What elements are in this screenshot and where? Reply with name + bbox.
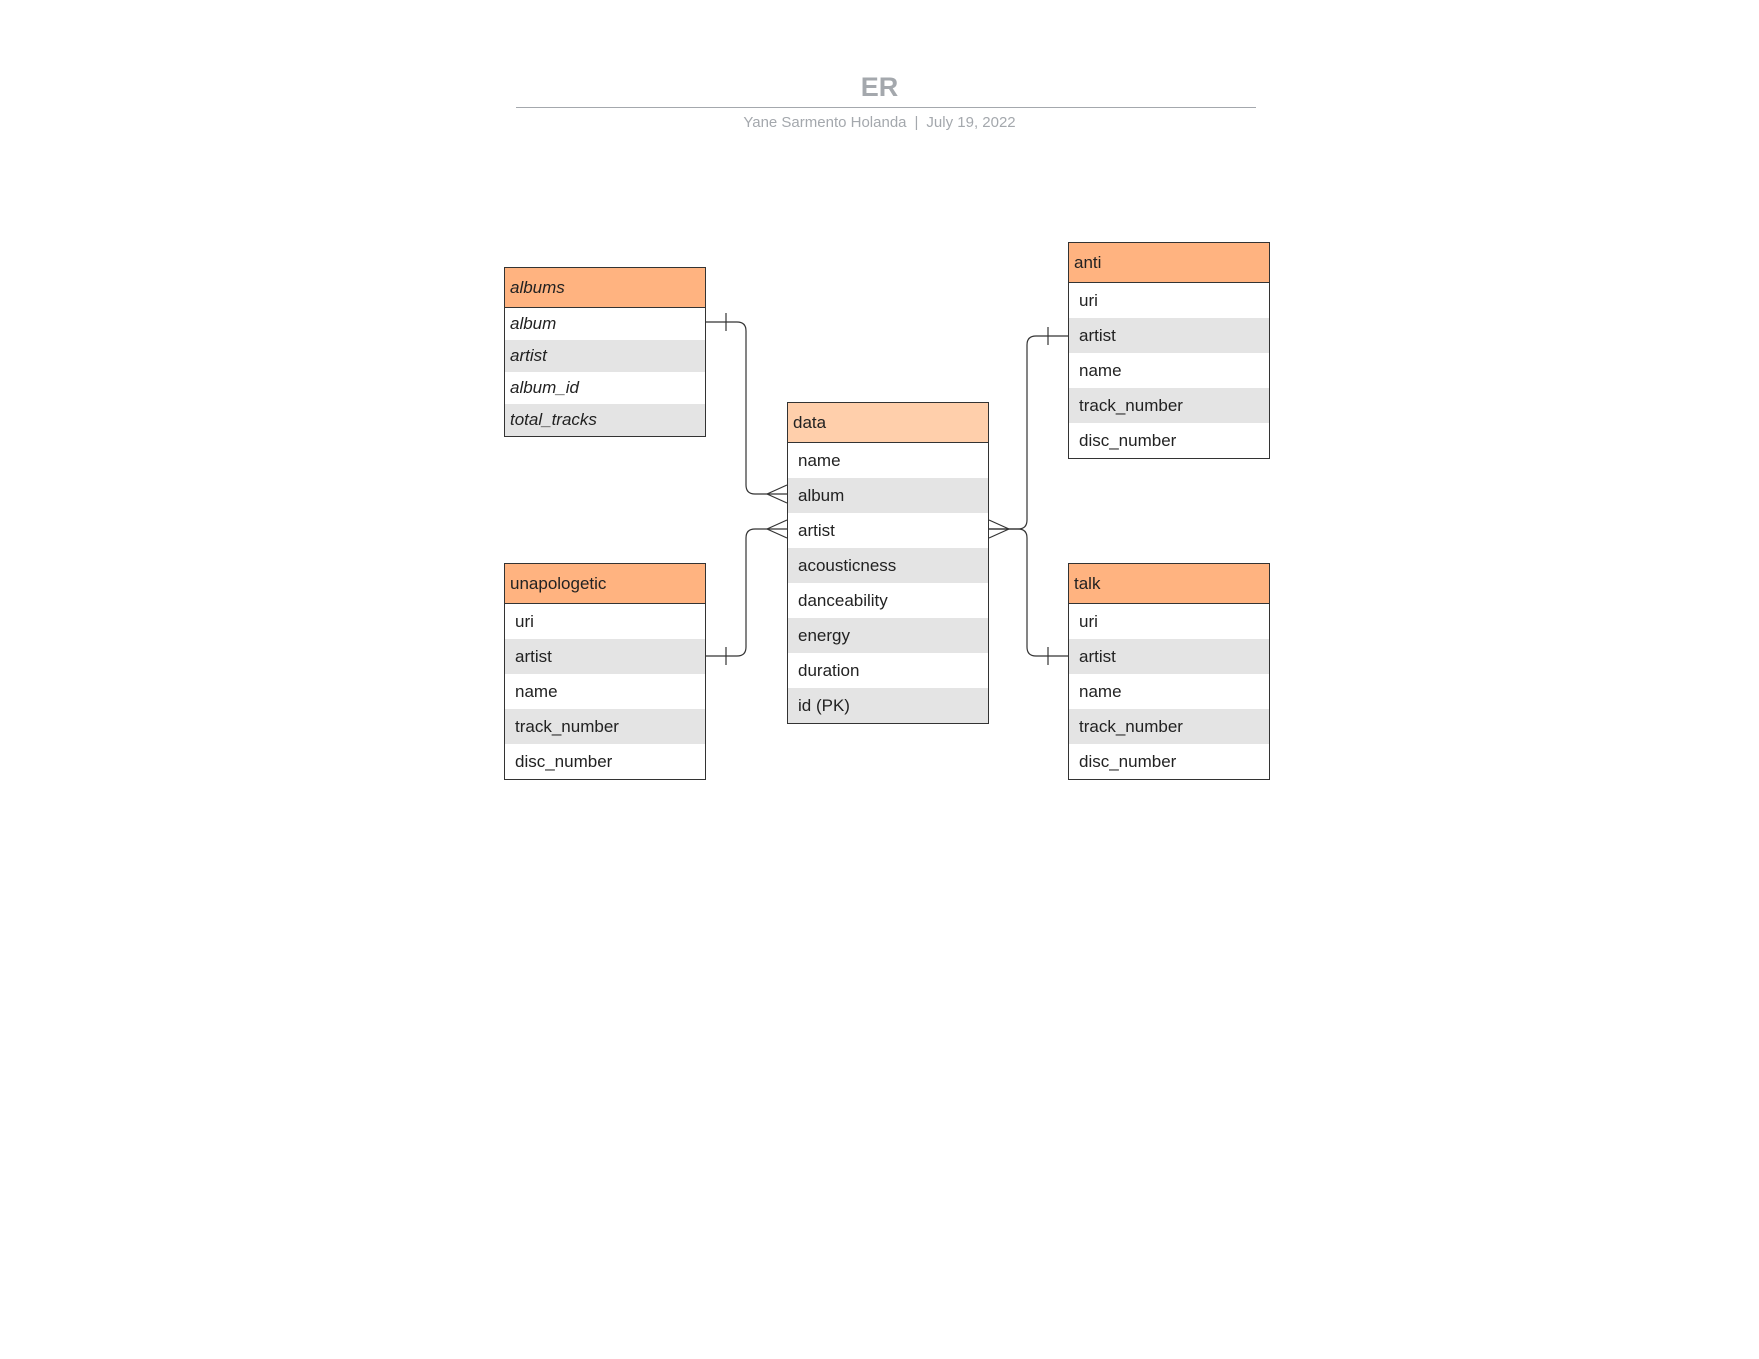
entity-data[interactable] [787, 402, 989, 724]
connector-anti-data[interactable] [989, 327, 1068, 538]
data-field-danceability[interactable]: danceability [798, 590, 888, 610]
unapologetic-field-disc-number[interactable]: disc_number [515, 751, 613, 771]
entity-anti-header[interactable]: anti [1069, 243, 1269, 283]
entity-talk[interactable] [1068, 563, 1270, 780]
entity-unapologetic-header[interactable]: unapologetic [505, 564, 705, 604]
data-field-acousticness[interactable]: acousticness [788, 548, 988, 583]
unapologetic-field-name[interactable]: name [515, 681, 558, 701]
entity-unapologetic[interactable] [504, 563, 706, 780]
subtitle-separator: | [914, 114, 919, 131]
albums-field-album[interactable]: album [510, 314, 557, 333]
anti-field-name[interactable]: name [1079, 360, 1122, 380]
unapologetic-field-uri[interactable]: uri [515, 611, 534, 631]
diagram-subtitle [0, 114, 1759, 131]
title-divider [516, 107, 1256, 108]
data-field-duration[interactable]: duration [798, 660, 860, 680]
data-field-id-pk[interactable]: id (PK) [788, 688, 988, 723]
anti-field-artist[interactable]: artist [1069, 318, 1269, 353]
diagram-date: July 19, 2022 [926, 114, 1016, 131]
talk-field-name[interactable]: name [1079, 681, 1122, 701]
talk-field-disc-number[interactable]: disc_number [1079, 751, 1177, 771]
entity-data-header[interactable]: data [788, 403, 988, 443]
talk-field-uri[interactable]: uri [1079, 611, 1098, 631]
entity-anti[interactable] [1068, 242, 1270, 459]
albums-field-total-tracks[interactable]: total_tracks [505, 404, 705, 436]
entity-albums[interactable] [504, 267, 706, 437]
anti-field-disc-number[interactable]: disc_number [1079, 430, 1177, 450]
anti-field-track-number[interactable]: track_number [1069, 388, 1269, 423]
data-field-energy[interactable]: energy [788, 618, 988, 653]
connector-talk-data[interactable] [989, 529, 1068, 665]
unapologetic-field-artist[interactable]: artist [505, 639, 705, 674]
albums-field-album-id[interactable]: album_id [510, 378, 579, 397]
author-name: Yane Sarmento Holanda [743, 114, 907, 131]
data-field-album[interactable]: album [788, 478, 988, 513]
talk-field-track-number[interactable]: track_number [1069, 709, 1269, 744]
anti-field-uri[interactable]: uri [1079, 290, 1098, 310]
unapologetic-field-track-number[interactable]: track_number [505, 709, 705, 744]
entity-talk-header[interactable]: talk [1069, 564, 1269, 604]
connector-albums-data[interactable] [706, 313, 787, 503]
entity-albums-header[interactable]: albums [505, 268, 705, 308]
albums-field-artist[interactable]: artist [505, 340, 705, 372]
data-field-name[interactable]: name [798, 450, 841, 470]
connector-unapologetic-data[interactable] [706, 520, 787, 665]
diagram-title: ER [860, 72, 899, 102]
data-field-artist[interactable]: artist [798, 520, 835, 540]
talk-field-artist[interactable]: artist [1069, 639, 1269, 674]
